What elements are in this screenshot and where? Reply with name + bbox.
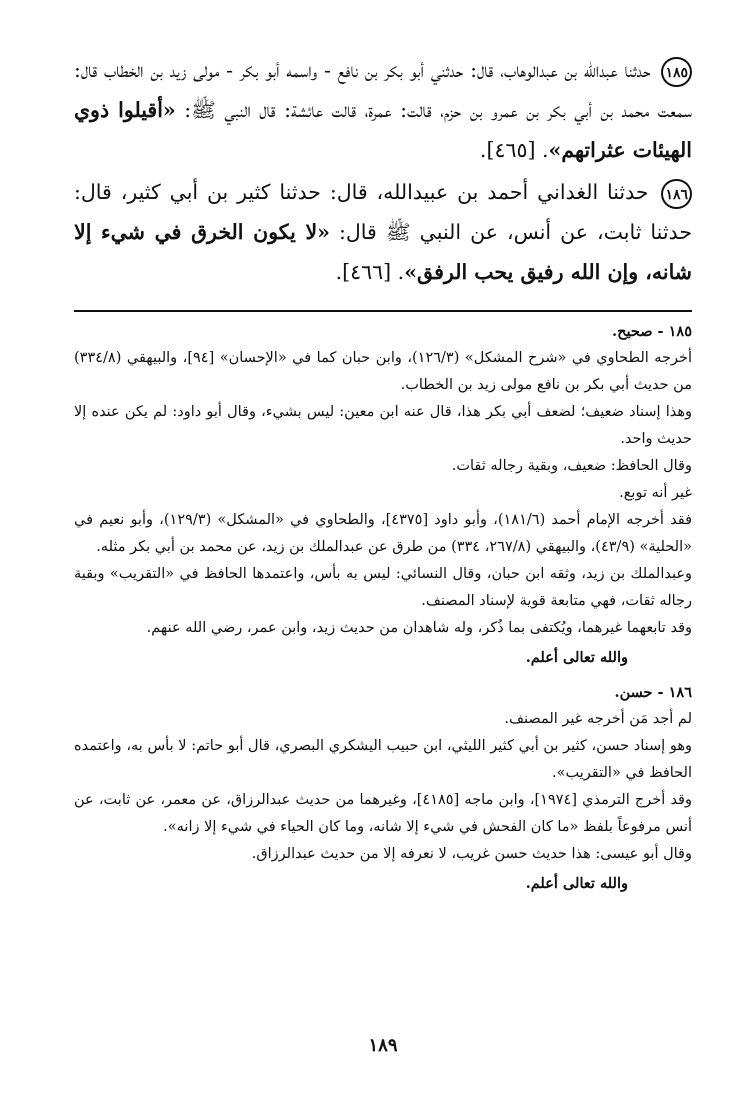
hadith-text: حدثنا عبدالله بن عبدالوهاب، قال: حدثني أبو بكر بن نافع - واسمه أبو بكر - مولى زيد بن الخطاب قال: سمعت محمد بن أبي بكر بن عمرو بن حزم، قالت: عمرة، قالت عائشة: قال النبي ﷺ: (74, 58, 692, 122)
footnote-line: وهذا إسناد ضعيف؛ لضعف أبي بكر هذا، قال عنه ابن معين: ليس بشيء، وقال أبو داود: لم يكن عنده إلا حديث واحد. (74, 404, 692, 447)
footnote-divider (74, 310, 692, 312)
hadith-185 (74, 50, 692, 170)
footnote-186 (74, 679, 692, 897)
footnote-closing: والله تعالى أعلم. (525, 649, 628, 666)
footnote-line: لم أجد مَن أخرجه غير المصنف. (504, 711, 692, 727)
hadith-number-badge: ١٨٦ (661, 179, 692, 209)
footnote-heading: ١٨٥ - صحيح. (612, 323, 692, 340)
hadith-quote: «أقيلوا ذوي الهيئات عثراتهم» (74, 98, 692, 162)
footnote-line: وقد أخرج الترمذي [١٩٧٤]، وابن ماجه [٤١٨٥]، وغيرهما من حديث عبدالرزاق، عن معمر، عن ثابت، عن أنس مرفوعاً بلفظ «ما كان الفحش في شيء إلا شانه، وما كان الحياء في شيء إلا زانه». (74, 792, 692, 835)
footnotes (74, 318, 692, 897)
footnote-line: وقال الحافظ: ضعيف، وبقية رجاله ثقات. (451, 458, 692, 474)
footnote-heading: ١٨٦ - حسن. (614, 684, 692, 701)
footnote-line: وقال أبو عيسى: هذا حديث حسن غريب، لا نعرفه إلا من حديث عبدالرزاق. (251, 846, 692, 862)
footnote-line: وهو إسناد حسن، كثير بن أبي كثير الليثي، ابن حبيب اليشكري البصري، قال أبو حاتم: لا بأس به، واعتمده الحافظ في «التقريب». (74, 738, 692, 781)
page-number: ١٨٩ (368, 1035, 398, 1056)
footnote-line: فقد أخرجه الإمام أحمد (١٨١/٦)، وأبو داود [٤٣٧٥]، والطحاوي في «المشكل» (١٢٩/٣)، وأبو نعيم في «الحلية» (٤٣/٩)، والبيهقي (٢٦٧/٨، ٣٣٤) من طرق عن عبدالملك بن زيد، عن محمد بن أبي بكر مثله. (74, 512, 693, 555)
footnote-line: غير أنه توبع. (619, 485, 692, 501)
footnote-line: أخرجه الطحاوي في «شرح المشكل» (١٢٦/٣)، وابن حبان كما في «الإحسان» [٩٤]، والبيهقي (٣٣٤/٨) من حديث أبي بكر بن نافع مولى زيد بن الخطاب. (74, 350, 692, 393)
footnote-closing: والله تعالى أعلم. (525, 875, 628, 892)
hadith-186 (74, 172, 692, 292)
hadith-quote: «لا يكون الخرق في شيء إلا شانه، وإن الله رفيق يحب الرفق» (74, 220, 692, 284)
hadith-reference: . [٤٦٥]. (479, 138, 549, 162)
hadith-number-badge: ١٨٥ (661, 57, 692, 87)
footnote-line: وقد تابعهما غيرهما، ويُكتفى بما ذُكر، وله شاهدان من حديث زيد، وابن عمر، رضي الله عنهم. (146, 620, 692, 636)
hadith-text: حدثنا الغداني أحمد بن عبيدالله، قال: حدثنا كثير بن أبي كثير، قال: حدثنا ثابت، عن أنس، عن النبي ﷺ قال: (74, 180, 692, 244)
footnote-line: وعبدالملك بن زيد، وثقه ابن حبان، وقال النسائي: ليس به بأس، واعتمدها الحافظ في «التقريب» وبقية رجاله ثقات، فهي متابعة قوية لإسناد المصنف. (74, 566, 692, 609)
book-page (74, 50, 692, 1070)
footnote-185 (74, 318, 692, 671)
hadith-reference: . [٤٦٦]. (335, 260, 405, 284)
